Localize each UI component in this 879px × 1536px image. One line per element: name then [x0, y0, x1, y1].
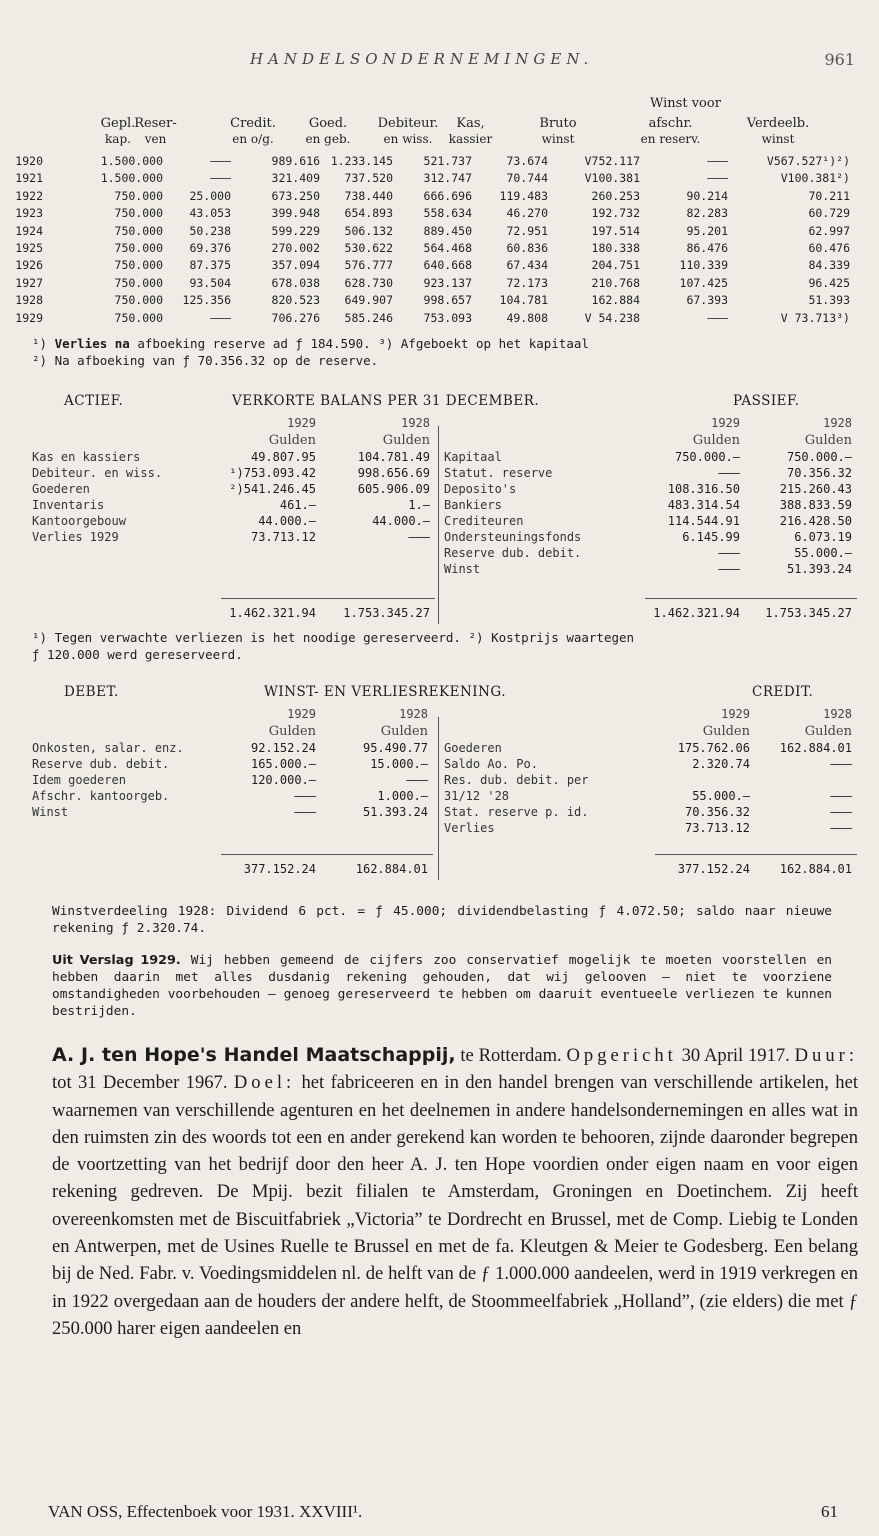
value-cell: 640.668 — [423, 258, 472, 273]
column-header: Reser- — [134, 116, 177, 131]
running-title: HANDELSONDERNEMINGEN. — [250, 50, 594, 68]
value-cell: 673.250 — [271, 188, 320, 203]
ledger-value: ¹)753.093.42 — [229, 466, 316, 480]
value-cell: 750.000 — [114, 206, 163, 221]
value-cell: 96.425 — [808, 275, 850, 290]
value-cell: 1.233.145 — [330, 154, 393, 168]
value-cell: V567.527¹)²) — [766, 154, 850, 168]
ledger-label: Idem goederen — [32, 773, 126, 787]
column-header: en o/g. — [232, 132, 274, 146]
ledger-label: Verlies — [444, 821, 495, 835]
table-footnote — [32, 353, 378, 368]
company-city: te Rotterdam. — [455, 1045, 567, 1066]
value-cell: 820.523 — [271, 293, 320, 308]
ledger-value: ——— — [830, 789, 852, 803]
column-header: ven — [144, 132, 167, 146]
ledger-value: ——— — [294, 805, 316, 819]
value-cell: 923.137 — [423, 275, 472, 290]
table-row — [15, 310, 868, 327]
value-cell: 70.211 — [808, 188, 850, 203]
value-cell: 260.253 — [591, 188, 640, 203]
year-header: 1928 — [823, 416, 852, 430]
value-cell: 90.214 — [686, 188, 728, 203]
balance-left-title: ACTIEF. — [64, 393, 124, 409]
year-cell: 1927 — [15, 275, 43, 290]
ledger-value: 750.000.— — [674, 450, 740, 464]
year-cell: 1928 — [15, 293, 43, 308]
column-header: winst — [761, 132, 795, 146]
ledger-value: 44.000.— — [258, 514, 316, 528]
value-cell: 270.002 — [271, 241, 320, 255]
value-cell: 50.238 — [189, 223, 231, 238]
ledger-value: 73.713.12 — [250, 530, 316, 544]
ledger-label: Verlies 1929 — [32, 530, 119, 544]
column-header: Credit. — [230, 116, 276, 131]
column-divider — [438, 426, 439, 624]
value-cell: 399.948 — [271, 206, 320, 221]
value-cell: 60.729 — [808, 206, 850, 221]
column-header: kap. — [105, 132, 131, 146]
column-header: en wiss. — [383, 132, 433, 146]
year-cell: 1926 — [15, 258, 43, 273]
ledger-label: Goederen — [32, 482, 90, 496]
footnote-marker: ¹) — [32, 336, 55, 351]
ledger-value: 162.884.01 — [779, 741, 852, 755]
value-cell: 1.500.000 — [100, 154, 163, 168]
value-cell: 46.270 — [506, 206, 548, 221]
total-rule — [221, 854, 433, 855]
value-cell: 737.520 — [344, 171, 393, 186]
wv-title: WINST- EN VERLIESREKENING. — [264, 684, 507, 700]
verslag-text — [52, 952, 832, 1020]
year-header: 1928 — [399, 707, 428, 721]
total-value: 162.884.01 — [779, 862, 852, 876]
ledger-value: 55.000.— — [794, 546, 852, 560]
ledger-value: 55.000.— — [692, 789, 750, 803]
verslag-body: Wij hebben gemeend de cijfers zoo conservatief mogelijk te moeten voorstellen en hebben daarin met alles dusdanig rekening gehouden, dat wij gelooven — niet te voorziene omstandigheden voorbehouden — genoeg gereserveerd te hebben om daaruit eventueele verliezen te kunnen bestrijden. — [52, 953, 833, 1019]
unit-header: Gulden — [268, 724, 316, 739]
total-value: 1.462.321.94 — [229, 606, 316, 620]
value-cell: 67.393 — [686, 293, 728, 308]
value-cell: 43.053 — [189, 206, 231, 221]
total-rule — [645, 598, 857, 599]
column-divider — [438, 717, 439, 880]
value-cell: 62.997 — [808, 223, 850, 238]
value-cell: ——— — [210, 310, 231, 325]
value-cell: 110.339 — [679, 258, 728, 273]
value-cell: ——— — [707, 154, 728, 168]
value-cell: 599.229 — [271, 223, 320, 238]
ledger-label: Kas en kassiers — [32, 450, 141, 464]
value-cell: 70.744 — [506, 171, 548, 186]
ledger-value: 15.000.— — [370, 757, 428, 771]
ledger-value: ——— — [718, 466, 740, 480]
ledger-label: Onkosten, salar. enz. — [32, 741, 184, 755]
total-value: 1.753.345.27 — [765, 606, 852, 620]
year-cell: 1924 — [15, 223, 43, 238]
ledger-value: 108.316.50 — [667, 482, 740, 496]
wv-left-title: DEBET. — [64, 684, 119, 700]
ledger-value: 51.393.24 — [786, 562, 852, 576]
year-cell: 1925 — [15, 241, 43, 255]
ledger-label: Crediteuren — [444, 514, 524, 528]
ledger-value: 6.073.19 — [794, 530, 852, 544]
ledger-label: Reserve dub. debit. — [444, 546, 582, 560]
ledger-value: 51.393.24 — [362, 805, 428, 819]
value-cell: V 73.713³) — [780, 310, 850, 325]
table-footnote — [32, 336, 589, 351]
total-value: 377.152.24 — [677, 862, 750, 876]
column-header: Gepl. — [100, 116, 136, 131]
company-entry — [52, 1042, 858, 1342]
column-header: Bruto — [539, 116, 577, 131]
ledger-value: 1.000.— — [377, 789, 428, 803]
value-cell: 72.173 — [506, 275, 548, 290]
page-number: 961 — [824, 50, 855, 69]
value-cell: 82.283 — [686, 206, 728, 221]
value-cell: 86.476 — [686, 241, 728, 255]
column-header: Goed. — [308, 116, 348, 131]
unit-header: Gulden — [268, 433, 316, 448]
ledger-value: 998.656.69 — [357, 466, 430, 480]
table-row — [15, 258, 868, 274]
total-value: 1.753.345.27 — [343, 606, 430, 620]
ledger-label: Bankiers — [444, 498, 502, 512]
duur-label: Duur: — [794, 1045, 858, 1066]
footer-source: VAN OSS, Effectenboek voor 1931. XXVIII¹. — [48, 1502, 363, 1521]
value-cell: V100.381²) — [780, 171, 850, 186]
column-header: Kas, — [456, 116, 485, 131]
value-cell: 73.674 — [506, 154, 548, 168]
value-cell: 87.375 — [189, 258, 231, 273]
value-cell: 750.000 — [114, 275, 163, 290]
year-header: 1928 — [401, 416, 430, 430]
value-cell: 162.884 — [591, 293, 640, 308]
ledger-value: 175.762.06 — [677, 741, 750, 755]
unit-header: Gulden — [692, 433, 740, 448]
ledger-value: 73.713.12 — [684, 821, 750, 835]
table-row — [15, 188, 868, 205]
unit-header: Gulden — [804, 433, 852, 448]
ledger-value: ——— — [408, 530, 430, 544]
ledger-label: Winst — [444, 562, 481, 576]
running-head — [0, 50, 879, 74]
year-header: 1929 — [287, 416, 316, 430]
table-row — [15, 223, 868, 240]
ledger-label: Afschr. kantoorgeb. — [32, 789, 170, 803]
year-cell: 1921 — [15, 171, 43, 186]
total-rule — [655, 854, 857, 855]
year-cell: 1920 — [15, 154, 43, 168]
value-cell: 210.768 — [591, 275, 640, 290]
ledger-value: 114.544.91 — [667, 514, 740, 528]
ledger-label: Kapitaal — [444, 450, 502, 464]
total-value: 377.152.24 — [243, 862, 316, 876]
ledger-value: 750.000.— — [786, 450, 852, 464]
winst-table — [15, 96, 868, 336]
ledger-value: 6.145.99 — [682, 530, 740, 544]
value-cell: 93.504 — [189, 275, 231, 290]
year-header: 1929 — [287, 707, 316, 721]
ledger-label: Kantoorgebouw — [32, 514, 126, 528]
value-cell: 628.730 — [344, 275, 393, 290]
column-header: en geb. — [305, 132, 351, 146]
balance-footnote: ¹) Tegen verwachte verliezen is het noodige gereserveerd. ²) Kostprijs waartegen — [32, 630, 635, 645]
value-cell: 750.000 — [114, 310, 163, 325]
value-cell: 750.000 — [114, 188, 163, 203]
ledger-value: 1.— — [408, 498, 430, 512]
ledger-value: ——— — [406, 773, 428, 787]
value-cell: ——— — [210, 154, 231, 168]
value-cell: 119.483 — [499, 188, 548, 203]
ledger-label: Debiteur. en wiss. — [32, 466, 163, 480]
value-cell: 104.781 — [499, 293, 548, 308]
column-header: en reserv. — [640, 132, 701, 146]
opgericht-label: Opgericht — [566, 1045, 677, 1066]
value-cell: 25.000 — [189, 188, 231, 203]
ledger-value: ——— — [830, 757, 852, 771]
ledger-value: 44.000.— — [372, 514, 430, 528]
column-header: Verdeelb. — [746, 116, 810, 131]
value-cell: 530.622 — [344, 241, 393, 255]
footnote-marker: ²) — [32, 353, 55, 368]
table-row — [15, 241, 868, 257]
wv-right-title: CREDIT. — [752, 684, 814, 700]
value-cell: 521.737 — [423, 154, 472, 168]
ledger-value: ——— — [830, 821, 852, 835]
value-cell: 51.393 — [808, 293, 850, 308]
value-cell: 125.356 — [182, 293, 231, 308]
value-cell: 750.000 — [114, 223, 163, 238]
value-cell: 738.440 — [344, 188, 393, 203]
value-cell: 506.132 — [344, 223, 393, 238]
value-cell: 989.616 — [271, 154, 320, 168]
footnote-text: Na afboeking van ƒ 70.356.32 op de reserve. — [54, 353, 379, 368]
year-cell: 1923 — [15, 206, 43, 221]
ledger-value: 49.807.95 — [250, 450, 316, 464]
ledger-value: 2.320.74 — [692, 757, 750, 771]
ledger-value: ——— — [718, 546, 740, 560]
value-cell: 753.093 — [423, 310, 472, 325]
verslag-label: Uit Verslag 1929. — [52, 953, 181, 968]
balance-footnote: ƒ 120.000 werd gereserveerd. — [32, 647, 243, 662]
value-cell: 72.951 — [506, 223, 548, 238]
year-header: 1929 — [711, 416, 740, 430]
value-cell: 564.468 — [423, 241, 472, 255]
value-cell: 69.376 — [189, 241, 231, 255]
ledger-value: 70.356.32 — [786, 466, 852, 480]
ledger-value: 70.356.32 — [684, 805, 750, 819]
value-cell: 204.751 — [591, 258, 640, 273]
ledger-value: 461.— — [279, 498, 316, 512]
value-cell: 666.696 — [423, 188, 472, 203]
ledger-value: 165.000.— — [250, 757, 316, 771]
table-row — [15, 154, 868, 170]
value-cell: 678.038 — [271, 275, 320, 290]
ledger-value: 92.152.24 — [250, 741, 316, 755]
value-cell: 1.500.000 — [100, 171, 163, 186]
total-rule — [221, 598, 435, 599]
page-footer — [48, 1502, 838, 1522]
value-cell: V100.381 — [584, 171, 640, 186]
balance-right-title: PASSIEF. — [733, 393, 800, 409]
ledger-label: Saldo Ao. Po. — [444, 757, 538, 771]
ledger-value: 216.428.50 — [779, 514, 852, 528]
opgericht-value: 30 April 1917. — [676, 1045, 795, 1066]
ledger-label: Ondersteuningsfonds — [444, 530, 582, 544]
ledger-label: 31/12 '28 — [444, 789, 510, 803]
value-cell: 649.907 — [344, 293, 393, 308]
balance-title: VERKORTE BALANS PER 31 DECEMBER. — [232, 393, 540, 409]
ledger-value: 95.490.77 — [362, 741, 428, 755]
ledger-value: ——— — [830, 805, 852, 819]
value-cell: 558.634 — [423, 206, 472, 221]
table-row — [15, 275, 868, 292]
ledger-value: 104.781.49 — [357, 450, 430, 464]
value-cell: ——— — [210, 171, 231, 186]
table-row — [15, 206, 868, 222]
value-cell: 107.425 — [679, 275, 728, 290]
ledger-label: Res. dub. debit. per — [444, 773, 589, 787]
ledger-label: Reserve dub. debit. — [32, 757, 170, 771]
value-cell: 357.094 — [271, 258, 320, 273]
value-cell: 95.201 — [686, 223, 728, 238]
value-cell: 750.000 — [114, 293, 163, 308]
value-cell: 585.246 — [344, 310, 393, 325]
value-cell: 60.836 — [506, 241, 548, 255]
table-row — [15, 171, 868, 187]
value-cell: 192.732 — [591, 206, 640, 221]
column-header: kassier — [448, 132, 493, 146]
doel-label: Doel: — [233, 1072, 296, 1094]
unit-header: Gulden — [702, 724, 750, 739]
column-header: afschr. — [648, 116, 693, 131]
footnote-bold: Verlies na — [54, 336, 130, 351]
unit-header: Gulden — [804, 724, 852, 739]
value-cell: 576.777 — [344, 258, 393, 273]
ledger-value: ——— — [294, 789, 316, 803]
total-value: 162.884.01 — [355, 862, 428, 876]
value-cell: 654.893 — [344, 206, 393, 221]
winst-voor-header: Winst voor — [650, 96, 721, 111]
value-cell: ——— — [707, 171, 728, 186]
doel-text: het fabriceeren en in den handel brengen van verschillende artikelen, het waarnemen van verschillende agenturen en het deelnemen in andere handelsondernemingen en alles wat in den ruimsten zin des woords tot een en ander gerekend kan worden te behooren, zijnde daaronder begrepen de voortzetting van het bedrijf door den heer A. J. ten Hope voordien onder eigen naam en voor eigen rekening gedreven. De Mpij. bezit filialen te Amsterdam, Groningen en Doetinchem. Zij heeft overeenkomsten met de Biscuitfabriek „Victoria” te Dordrecht en Brussel, met de Comp. Liebig te Londen en Antwerpen, met de Usines Ruelle te Brussel en met de fa. Kleutgen & Meier te Godesberg. Een belang bij de Ned. Fabr. v. Voedingsmiddelen nl. de helft van de ƒ 1.000.000 aandeelen, werd in 1919 verkregen en in 1922 overgedaan aan de houders der andere helft, de Stoommeelfabriek „Holland”, (zie elders) die met ƒ 250.000 harer eigen aandeelen en — [52, 1072, 858, 1339]
ledger-label: Goederen — [444, 741, 502, 755]
year-header: 1929 — [721, 707, 750, 721]
value-cell: ——— — [707, 310, 728, 325]
value-cell: 67.434 — [506, 258, 548, 273]
total-value: 1.462.321.94 — [653, 606, 740, 620]
value-cell: 321.409 — [271, 171, 320, 186]
value-cell: 750.000 — [114, 241, 163, 255]
value-cell: 180.338 — [591, 241, 640, 255]
duur-value: tot 31 December 1967. — [52, 1072, 234, 1094]
ledger-value: ——— — [718, 562, 740, 576]
year-cell: 1922 — [15, 188, 43, 203]
ledger-value: 388.833.59 — [779, 498, 852, 512]
value-cell: 706.276 — [271, 310, 320, 325]
unit-header: Gulden — [380, 724, 428, 739]
value-cell: 998.657 — [423, 293, 472, 308]
year-cell: 1929 — [15, 310, 43, 325]
ledger-value: ²)541.246.45 — [229, 482, 316, 496]
ledger-label: Winst — [32, 805, 69, 819]
ledger-label: Stat. reserve p. id. — [444, 805, 589, 819]
value-cell: 889.450 — [423, 223, 472, 238]
value-cell: V 54.238 — [584, 310, 640, 325]
value-cell: 750.000 — [114, 258, 163, 273]
value-cell: V752.117 — [584, 154, 640, 168]
value-cell: 312.747 — [423, 171, 472, 186]
column-header: winst — [541, 132, 575, 146]
ledger-value: 483.314.54 — [667, 498, 740, 512]
footnote-text: afboeking reserve ad ƒ 184.590. ³) Afgeboekt op het kapitaal — [129, 336, 589, 351]
ledger-value: 120.000.— — [250, 773, 316, 787]
company-name: A. J. ten Hope's Handel Maatschappij, — [52, 1044, 456, 1066]
year-header: 1928 — [823, 707, 852, 721]
value-cell: 84.339 — [808, 258, 850, 273]
value-cell: 60.476 — [808, 241, 850, 255]
footer-sheet-number: 61 — [821, 1502, 838, 1521]
unit-header: Gulden — [382, 433, 430, 448]
ledger-label: Statut. reserve — [444, 466, 553, 480]
ledger-label: Inventaris — [32, 498, 105, 512]
ledger-value: 605.906.09 — [357, 482, 430, 496]
winstverdeeling-text: Winstverdeeling 1928: Dividend 6 pct. = ƒ 45.000; dividendbelasting ƒ 4.072.50; saldo naar nieuwe rekening ƒ 2.320.74. — [52, 904, 832, 936]
column-header: Debiteur. — [377, 116, 439, 131]
ledger-label: Deposito's — [444, 482, 517, 496]
value-cell: 49.808 — [506, 310, 548, 325]
ledger-value: 215.260.43 — [779, 482, 852, 496]
value-cell: 197.514 — [591, 223, 640, 238]
table-row — [15, 293, 868, 309]
